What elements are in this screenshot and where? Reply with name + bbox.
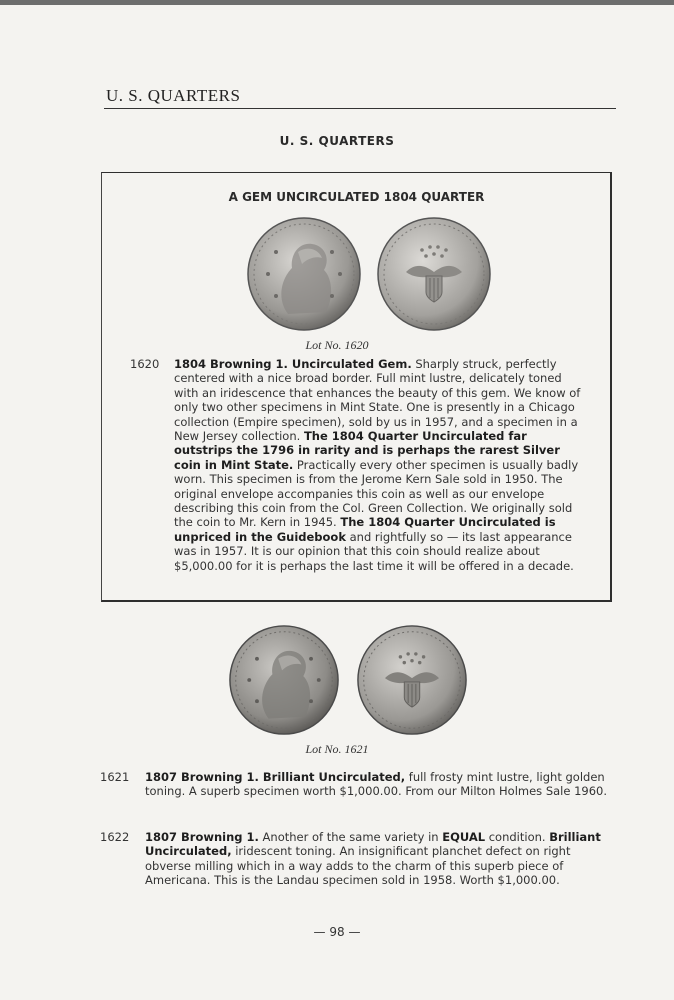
description-text: Another of the same variety in <box>258 830 443 844</box>
running-head: U. S. QUARTERS <box>106 86 241 105</box>
page-number: — 98 — <box>313 925 361 939</box>
description-text: condition. <box>485 830 550 844</box>
eagle-reverse-icon <box>356 624 468 736</box>
bold-emphasis: EQUAL <box>442 830 486 844</box>
bold-emphasis: 1807 Browning 1. Brilliant Uncirculated, <box>145 770 406 784</box>
description-text: Practically every other specimen is usually badly worn. This specimen is from the Jerome Kern Sale sold in 1950. The original envelope accompanies this coin as well as our envelope describing this coin from the Col. Green Collection. We originally sold the coin to Mr. Kern in 1945. <box>174 457 579 530</box>
featured-lot-title: A GEM UNCIRCULATED 1804 QUARTER <box>228 190 485 204</box>
description-text: full frosty mint lustre, light golden toning. A superb specimen worth $1,000.00. From our Milton Holmes Sale 1960. <box>145 770 608 799</box>
bold-emphasis: 1804 Browning 1. Uncirculated Gem. <box>174 357 412 371</box>
bold-emphasis: 1807 Browning 1. <box>145 830 259 844</box>
eagle-reverse-icon <box>376 216 492 332</box>
header-rule <box>104 108 616 109</box>
lot-description <box>145 830 607 888</box>
bust-obverse-icon <box>228 624 340 736</box>
bold-emphasis: The 1804 Quarter Uncirculated is unpriced in the Guidebook <box>174 515 556 544</box>
lot-1620-caption: Lot No. 1620 <box>305 338 369 352</box>
description-text: Sharply struck, perfectly centered with a nice broad border. Full mint lustre, delicately toned with an iridescence that enhances the beauty of this gem. We know of only two other specimens in Mint State. One is presently in a Chicago collection (Empire specimen), sold by us in 1957, and a specimen in a New Jersey collection. <box>174 357 581 444</box>
lot-number: 1621 <box>100 770 130 784</box>
description-text: and rightfully so — its last appearance was in 1957. It is our opinion that this coin should realize about $5,000.00 for it is perhaps the last time it will be offered in a decade. <box>174 529 574 573</box>
bold-emphasis: The 1804 Quarter Uncirculated far outstrips the 1796 in rarity and is perhaps the rarest Silver coin in Mint State. <box>174 429 560 472</box>
lot-1621-caption: Lot No. 1621 <box>305 742 369 756</box>
description-text: iridescent toning. An insignificant planchet defect on right obverse milling which in a way adds to the charm of this superb piece of Americana. This is the Landau specimen sold in 1958. Worth $1,000.00. <box>145 844 571 888</box>
scan-top-band <box>0 0 674 5</box>
lot-number: 1620 <box>130 357 160 371</box>
lot-description <box>145 770 607 799</box>
section-title: U. S. QUARTERS <box>279 134 395 148</box>
lot-description <box>174 357 588 573</box>
lot-number: 1622 <box>100 830 130 844</box>
bust-obverse-icon <box>246 216 362 332</box>
bold-emphasis: Brilliant Uncirculated, <box>145 830 601 859</box>
